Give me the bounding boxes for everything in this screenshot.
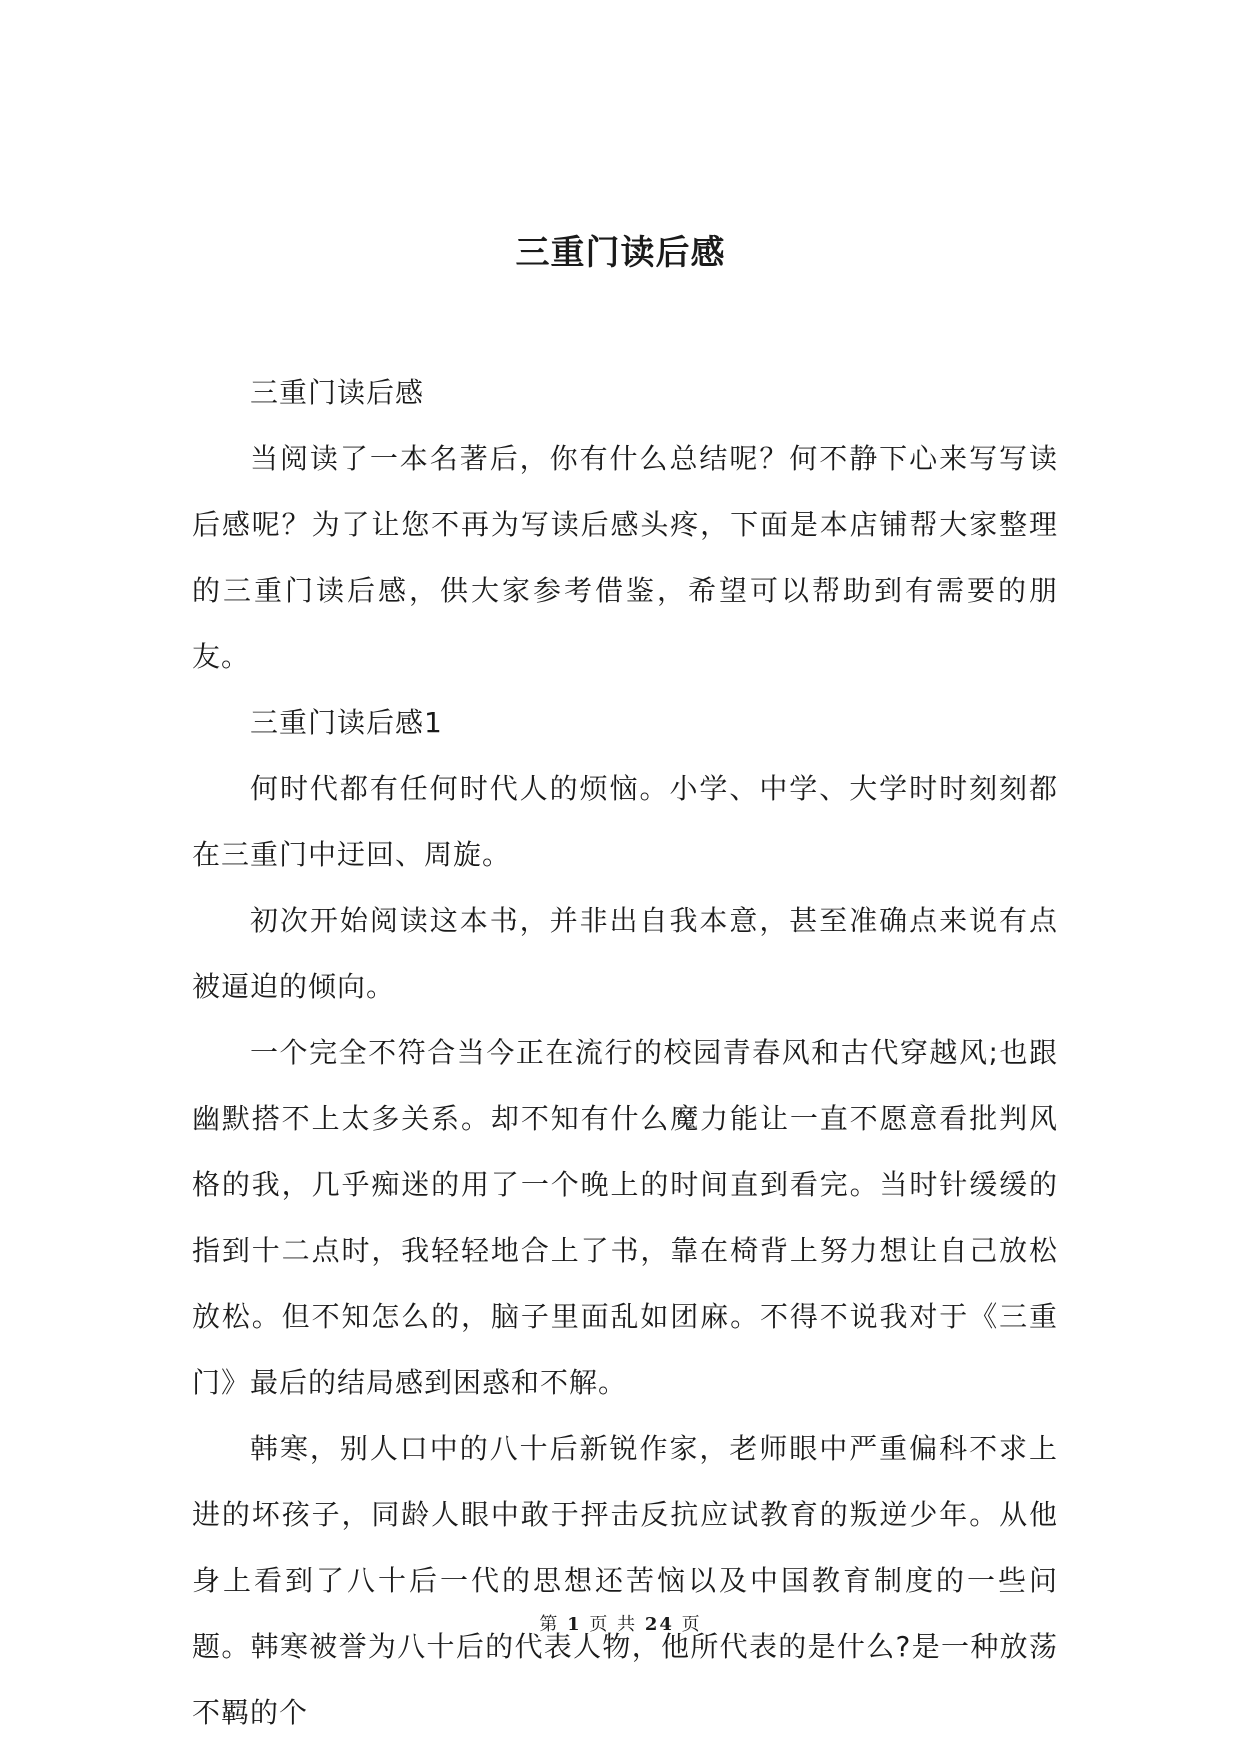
paragraph: 一个完全不符合当今正在流行的校园青春风和古代穿越风;也跟幽默搭不上太多关系。却不知有什么魔力能让一直不愿意看批判风格的我，几乎痴迷的用了一个晚上的时间直到看完。当时针缓缓的指到十二点时，我轻轻地合上了书，靠在椅背上努力想让自己放松放松。但不知怎么的，脑子里面乱如团麻。不得不说我对于《三重门》最后的结局感到困惑和不解。 bbox=[192, 1036, 1058, 1399]
paragraph: 初次开始阅读这本书，并非出自我本意，甚至准确点来说有点被逼迫的倾向。 bbox=[192, 904, 1058, 1003]
footer-suffix: 页 bbox=[681, 1614, 702, 1635]
current-page-number: 1 bbox=[567, 1614, 582, 1635]
footer-prefix: 第 bbox=[539, 1614, 560, 1635]
document-body bbox=[192, 360, 1058, 1746]
total-page-count: 24 bbox=[644, 1614, 674, 1635]
paragraph: 三重门读后感 bbox=[250, 376, 425, 409]
paragraph: 三重门读后感1 bbox=[250, 706, 443, 739]
paragraph: 当阅读了一本名著后，你有什么总结呢？何不静下心来写写读后感呢？为了让您不再为写读后感头疼，下面是本店铺帮大家整理的三重门读后感，供大家参考借鉴，希望可以帮助到有需要的朋友。 bbox=[192, 442, 1058, 673]
paragraph: 韩寒，别人口中的八十后新锐作家，老师眼中严重偏科不求上进的坏孩子，同龄人眼中敢于抨击反抗应试教育的叛逆少年。从他身上看到了八十后一代的思想还苦恼以及中国教育制度的一些问题。韩寒被誉为八十后的代表人物，他所代表的是什么?是一种放荡不羁的个 bbox=[192, 1432, 1058, 1729]
page-footer bbox=[0, 1610, 1241, 1636]
footer-middle: 页 共 bbox=[589, 1614, 638, 1635]
document-title: 三重门读后感 bbox=[515, 233, 726, 273]
paragraph: 何时代都有任何时代人的烦恼。小学、中学、大学时时刻刻都在三重门中迂回、周旋。 bbox=[192, 772, 1058, 871]
